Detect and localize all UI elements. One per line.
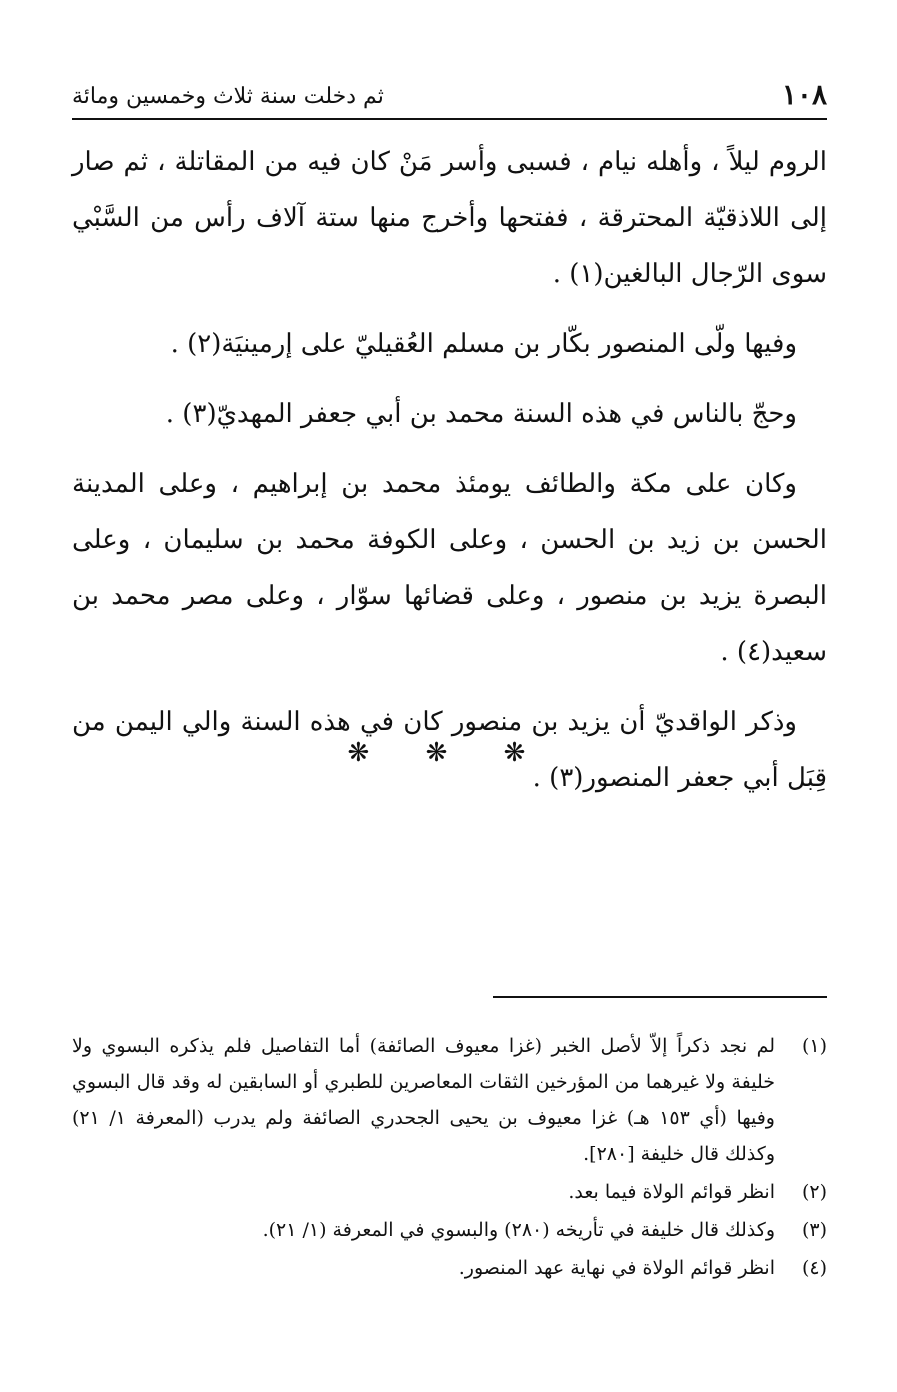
footnote: [72, 1250, 827, 1286]
body-paragraph: وفيها ولّى المنصور بكّار بن مسلم العُقيليّ على إرمينيَة(٢) .: [170, 329, 797, 359]
body-paragraph: وحجّ بالناس في هذه السنة محمد بن أبي جعفر المهديّ(٣) .: [165, 399, 797, 429]
body-paragraph: وذكر الواقديّ أن يزيد بن منصور كان في هذه السنة والي اليمن من قِبَل أبي جعفر المنصور(٣) .: [72, 707, 827, 793]
footnote-text: انظر قوائم الولاة في نهاية عهد المنصور.: [458, 1257, 775, 1279]
footnote-text: لم نجد ذكراً إلاّ لأصل الخبر (غزا معيوف الصائفة) أما التفاصيل فلم يذكره البسوي ولا خليفة ولا غيرهما من المؤرخين الثقات المعاصرين للطبري أو السابقين له وقد قال البسوي وفيها (أي ١٥٣ هـ) غزا معيوف بن يحيى الجحدري الصائفة ولم يدرب (المعرفة ١/ ٢١) وكذلك قال خليفة [٢٨٠].: [72, 1035, 775, 1165]
main-text: [72, 134, 827, 820]
header-divider: [72, 118, 827, 120]
footnote-number: (٢): [801, 1181, 827, 1203]
running-title: ثم دخلت سنة ثلاث وخمسين ومائة: [72, 84, 384, 109]
page-header: [72, 70, 827, 120]
footnote-text: انظر قوائم الولاة فيما بعد.: [568, 1181, 775, 1203]
footnote-number: (٣): [801, 1219, 827, 1241]
footnote-number: (١): [801, 1035, 827, 1057]
body-paragraph: وكان على مكة والطائف يومئذ محمد بن إبراهيم ، وعلى المدينة الحسن بن زيد بن الحسن ، وعلى الكوفة محمد بن سليمان ، وعلى البصرة يزيد بن منصور ، وعلى قضائها سوّار ، وعلى مصر محمد بن سعيد(٤) .: [72, 469, 827, 667]
footnotes: [72, 1028, 827, 1288]
footnote-number: (٤): [801, 1257, 827, 1279]
footnote: [72, 1028, 827, 1172]
footnote: [72, 1174, 827, 1210]
section-separator: ❋ ❋ ❋: [347, 738, 550, 768]
body-paragraph: الروم ليلاً ، وأهله نيام ، فسبى وأسر مَنْ كان فيه من المقاتلة ، ثم صار إلى اللاذقيّة المحترقة ، ففتحها وأخرج منها ستة آلاف رأس من السَّبْي سوى الرّجال البالغين(١) .: [72, 147, 827, 289]
footnote: [72, 1212, 827, 1248]
footnote-text: وكذلك قال خليفة في تأريخه (٢٨٠) والبسوي في المعرفة (١/ ٢١).: [262, 1219, 775, 1241]
page-number: ١٠٨: [781, 78, 827, 111]
footnote-divider: [493, 996, 827, 998]
